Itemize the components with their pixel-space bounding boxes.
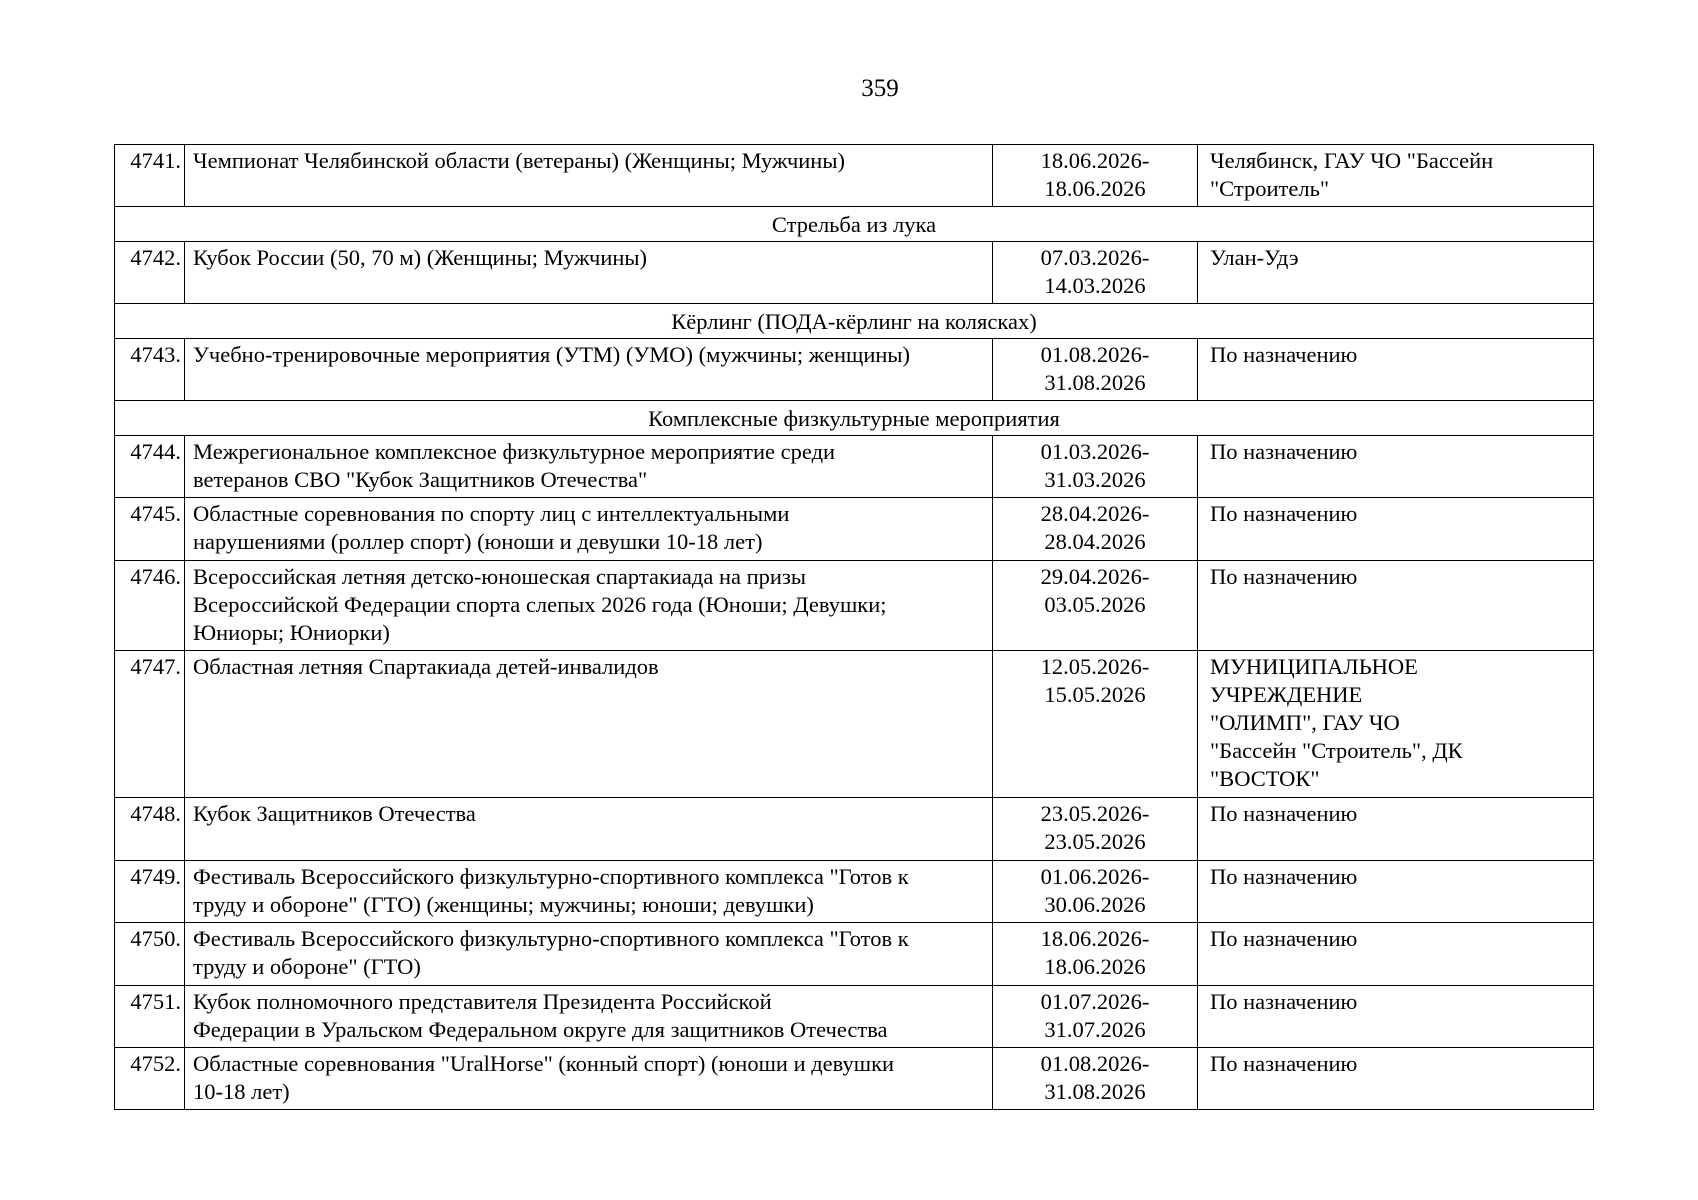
event-place [1198,242,1594,304]
event-row [115,242,1594,304]
event-dates-line: 28.04.2026 [1044,529,1146,554]
event-name-line: Фестиваль Всероссийского физкультурно-спортивного комплекса "Готов к [193,926,909,951]
event-name-line: Областные соревнования по спорту лиц с интеллектуальными [193,501,790,526]
event-place-line: "ОЛИМП", ГАУ ЧО [1210,710,1400,735]
event-place [1198,986,1594,1048]
event-dates [993,651,1198,798]
event-dates-line: 31.08.2026 [1044,370,1146,395]
event-name [185,923,993,986]
event-dates [993,339,1198,401]
event-name-line: Чемпионат Челябинской области (ветераны) (Женщины; Мужчины) [193,148,845,173]
event-place [1198,561,1594,651]
event-name-line: Кубок Защитников Отечества [193,801,476,826]
page-number: 359 [861,75,899,102]
events-table-body [115,145,1594,1110]
event-name [185,798,993,861]
section-title: Стрельба из лука [115,207,1594,242]
event-dates [993,798,1198,861]
event-place-line: По назначению [1210,801,1358,826]
event-number: 4748. [115,798,185,861]
event-dates-line: 01.07.2026- [1040,989,1150,1014]
event-place-line: Челябинск, ГАУ ЧО "Бассейн [1210,148,1494,173]
event-row [115,145,1594,207]
event-place [1198,651,1594,798]
event-dates-line: 01.08.2026- [1040,1051,1150,1076]
section-row [115,304,1594,339]
event-dates-line: 14.03.2026 [1044,273,1146,298]
event-number: 4742. [115,242,185,304]
event-name-line: Всероссийской Федерации спорта слепых 2026 года (Юноши; Девушки; [193,592,887,617]
event-dates-line: 07.03.2026- [1040,245,1150,270]
event-place [1198,1048,1594,1110]
event-number: 4750. [115,923,185,986]
section-row [115,401,1594,436]
event-dates-line: 31.03.2026 [1044,467,1146,492]
event-dates-line: 18.06.2026- [1040,926,1150,951]
event-number: 4749. [115,861,185,923]
event-name [185,498,993,561]
event-number: 4741. [115,145,185,207]
event-name-line: Областная летняя Спартакиада детей-инвалидов [193,654,659,679]
event-dates-line: 12.05.2026- [1040,654,1150,679]
event-place-line: По назначению [1210,989,1358,1014]
event-name [185,561,993,651]
event-number: 4744. [115,436,185,498]
event-number: 4743. [115,339,185,401]
event-dates-line: 30.06.2026 [1044,892,1146,917]
event-name [185,145,993,207]
event-name-line: Кубок полномочного представителя Президента Российской [193,989,772,1014]
event-dates [993,923,1198,986]
event-name-line: Юниоры; Юниорки) [193,620,390,645]
event-name-line: 10-18 лет) [193,1079,290,1104]
event-place-line: "ВОСТОК" [1210,766,1320,791]
event-name-line: Областные соревнования "UralHorse" (конный спорт) (юноши и девушки [193,1051,895,1076]
event-row [115,861,1594,923]
event-number: 4752. [115,1048,185,1110]
event-name-line: труду и обороне" (ГТО) [193,954,421,979]
event-place-line: По назначению [1210,564,1358,589]
event-place-line: "Строитель" [1210,176,1330,201]
event-place-line: По назначению [1210,342,1358,367]
event-place [1198,339,1594,401]
event-row [115,923,1594,986]
event-place [1198,861,1594,923]
event-place-line: МУНИЦИПАЛЬНОЕ [1210,654,1418,679]
event-place [1198,436,1594,498]
event-row [115,339,1594,401]
event-name [185,436,993,498]
event-dates-line: 28.04.2026- [1040,501,1150,526]
event-place-line: По назначению [1210,1051,1358,1076]
section-title: Комплексные физкультурные мероприятия [115,401,1594,436]
event-dates-line: 03.05.2026 [1044,592,1146,617]
event-dates-line: 31.08.2026 [1044,1079,1146,1104]
event-place-line: По назначению [1210,439,1358,464]
event-name-line: Фестиваль Всероссийского физкультурно-спортивного комплекса "Готов к [193,864,909,889]
event-name-line: Всероссийская летняя детско-юношеская спартакиада на призы [193,564,806,589]
event-name-line: Учебно-тренировочные мероприятия (УТМ) (УМО) (мужчины; женщины) [193,342,911,367]
event-name [185,861,993,923]
event-name [185,339,993,401]
event-row [115,651,1594,798]
event-dates [993,986,1198,1048]
event-name [185,986,993,1048]
event-row [115,561,1594,651]
event-dates-line: 18.06.2026 [1044,176,1146,201]
event-row [115,1048,1594,1110]
event-place-line: По назначению [1210,926,1358,951]
event-number: 4746. [115,561,185,651]
event-place-line: "Бассейн "Строитель", ДК [1210,738,1463,763]
event-dates [993,436,1198,498]
event-dates [993,861,1198,923]
event-name [185,242,993,304]
event-dates-line: 15.05.2026 [1044,682,1146,707]
event-place [1198,145,1594,207]
event-name-line: Межрегиональное комплексное физкультурное мероприятие среди [193,439,836,464]
event-dates-line: 23.05.2026 [1044,829,1146,854]
event-row [115,436,1594,498]
event-dates [993,1048,1198,1110]
event-place-line: По назначению [1210,501,1358,526]
event-dates-line: 23.05.2026- [1040,801,1150,826]
event-place-line: Улан-Удэ [1210,245,1299,270]
event-dates-line: 18.06.2026 [1044,954,1146,979]
event-dates-line: 18.06.2026- [1040,148,1150,173]
section-row [115,207,1594,242]
event-dates-line: 29.04.2026- [1040,564,1150,589]
event-row [115,498,1594,561]
event-place-line: УЧРЕЖДЕНИЕ [1210,682,1363,707]
event-dates [993,145,1198,207]
event-name [185,651,993,798]
event-row [115,798,1594,861]
event-dates-line: 01.03.2026- [1040,439,1150,464]
event-name-line: нарушениями (роллер спорт) (юноши и девушки 10-18 лет) [193,529,763,554]
event-row [115,986,1594,1048]
event-dates-line: 31.07.2026 [1044,1017,1146,1042]
event-dates-line: 01.08.2026- [1040,342,1150,367]
event-place-line: По назначению [1210,864,1358,889]
event-number: 4747. [115,651,185,798]
event-name [185,1048,993,1110]
event-dates [993,498,1198,561]
event-number: 4745. [115,498,185,561]
event-name-line: труду и обороне" (ГТО) (женщины; мужчины; юноши; девушки) [193,892,814,917]
events-table [114,144,1594,1110]
event-name-line: Федерации в Уральском Федеральном округе для защитников Отечества [193,1017,888,1042]
event-name-line: Кубок России (50, 70 м) (Женщины; Мужчины) [193,245,648,270]
event-dates-line: 01.06.2026- [1040,864,1150,889]
event-place [1198,798,1594,861]
section-title: Кёрлинг (ПОДА-кёрлинг на колясках) [115,304,1594,339]
event-name-line: ветеранов СВО "Кубок Защитников Отечества" [193,467,648,492]
event-dates [993,561,1198,651]
event-place [1198,923,1594,986]
event-number: 4751. [115,986,185,1048]
event-place [1198,498,1594,561]
event-dates [993,242,1198,304]
